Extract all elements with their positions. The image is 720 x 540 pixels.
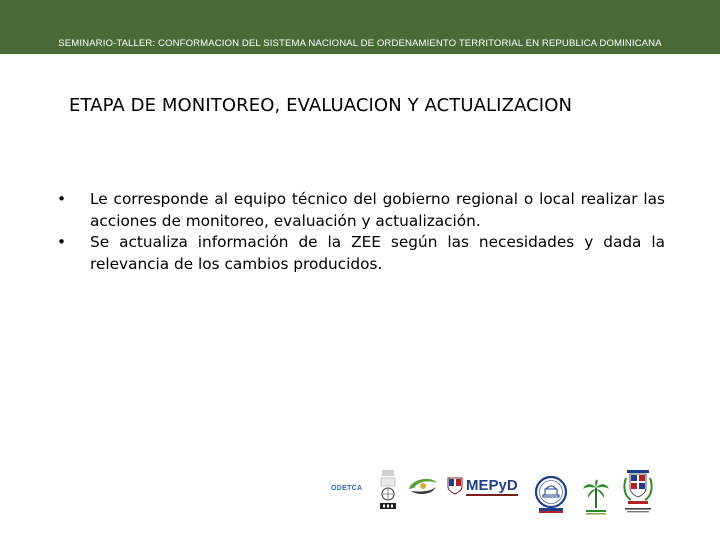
header-text: SEMINARIO-TALLER: CONFORMACION DEL SISTEMA NACIONAL DE ORDENAMIENTO TERRITORIAL EN REPUBLICA DOMINICANA	[58, 38, 662, 49]
capitol-seal	[531, 474, 571, 514]
bullet-text: Se actualiza información de la ZEE según las necesidades y dada la relevancia de los cambios producidos.	[90, 233, 665, 273]
palm-tree-logo	[581, 478, 611, 518]
odetca-label: ODETCA	[331, 485, 363, 492]
coat-of-arms-logo	[621, 468, 655, 514]
bullet-icon: •	[57, 190, 67, 208]
list-item	[57, 232, 665, 275]
header-bar	[0, 0, 720, 54]
mepyd-label: MEPyD	[466, 477, 518, 494]
slide-title: ETAPA DE MONITOREO, EVALUACION Y ACTUALIZACION	[69, 95, 573, 116]
bullet-icon: •	[57, 233, 67, 251]
un-logo	[377, 470, 399, 510]
list-item	[57, 189, 665, 232]
swirl-logo	[406, 475, 440, 497]
mepyd-logo	[447, 475, 525, 497]
bullet-list	[57, 189, 665, 275]
bullet-text: Le corresponde al equipo técnico del gobierno regional o local realizar las acciones de monitoreo, evaluación y actualización.	[90, 190, 665, 230]
logo-strip	[325, 466, 665, 522]
mepyd-shield-icon	[447, 477, 463, 495]
